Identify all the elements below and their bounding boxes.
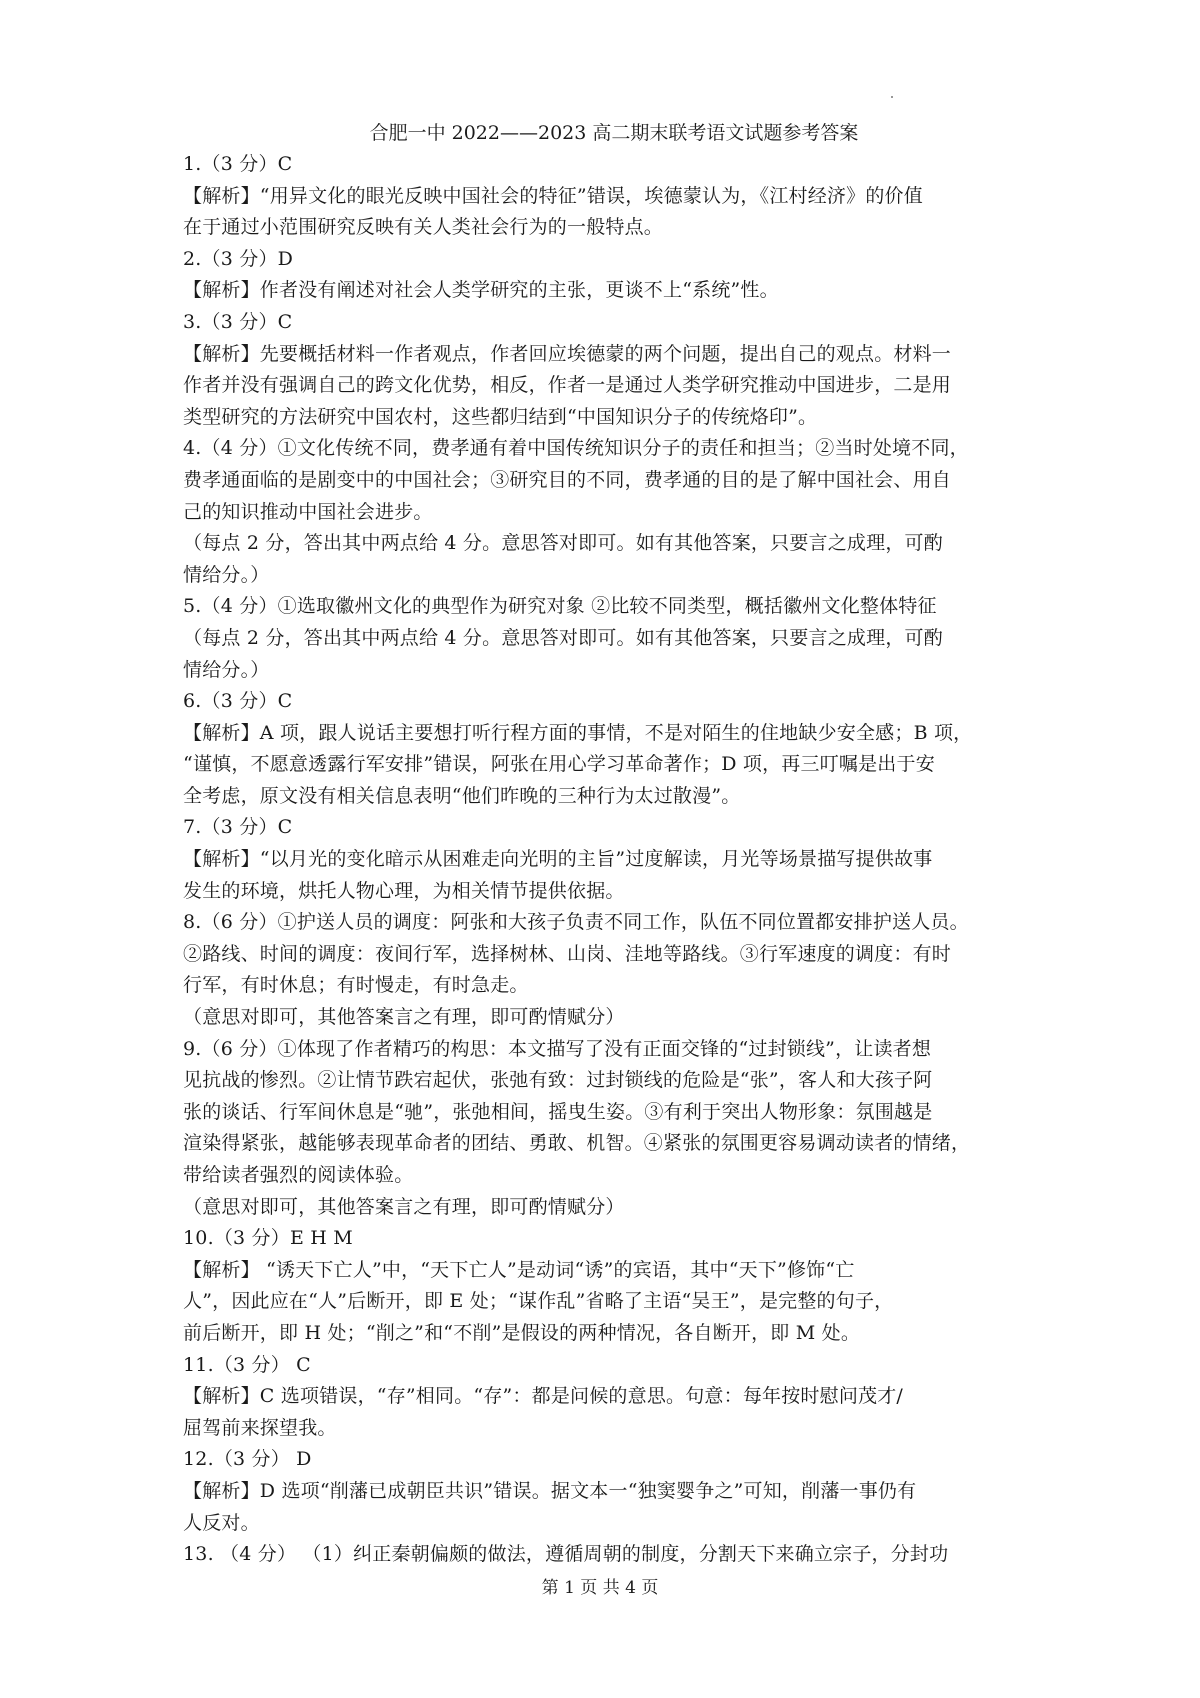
answer-line: 5.（4 分）①选取徽州文化的典型作为研究对象 ②比较不同类型，概括徽州文化整体特征 — [183, 595, 937, 618]
answer-line: 带给读者强烈的阅读体验。 — [183, 1164, 414, 1186]
answer-line: 12.（3 分） D — [183, 1448, 312, 1471]
scan-dot — [891, 96, 893, 98]
answer-line: 10.（3 分）E H M — [183, 1227, 353, 1250]
answer-line: 【解析】D 选项“削藩已成朝臣共识”错误。据文本一“独窦婴争之”可知，削藩一事仍有 — [183, 1479, 917, 1502]
answer-line: 行军，有时休息；有时慢走，有时急走。 — [183, 974, 529, 997]
answer-line: 在于通过小范围研究反映有关人类社会行为的一般特点。 — [183, 216, 664, 239]
answer-line: 【解析】C 选项错误，“存”相同。“存”：都是问候的意思。句意：每年按时慰问茂才/ — [183, 1385, 904, 1408]
answer-line: 情给分。） — [183, 563, 270, 586]
answer-line: 【解析】作者没有阐述对社会人类学研究的主张，更谈不上“系统”性。 — [183, 279, 779, 302]
answer-line: 1.（3 分）C — [183, 153, 293, 175]
answer-line: （意思对即可，其他答案言之有理，即可酌情赋分） — [183, 1006, 625, 1029]
page-title: 合肥一中 2022——2023 高二期末联考语文试题参考答案 — [369, 122, 859, 144]
answer-line: 2.（3 分）D — [183, 247, 294, 270]
answer-line: 作者并没有强调自己的跨文化优势，相反，作者一是通过人类学研究推动中国进步，二是用 — [183, 374, 952, 397]
answer-line: 【解析】A 项，跟人说话主要想打听行程方面的事情，不是对陌生的住地缺少安全感；B 项， — [183, 721, 973, 744]
answer-line: 类型研究的方法研究中国农村，这些都归结到“中国知识分子的传统烙印”。 — [183, 405, 818, 428]
answer-line: 人反对。 — [183, 1511, 260, 1534]
page-footer: 第 1 页 共 4 页 — [541, 1578, 659, 1598]
document-page — [183, 118, 1025, 1571]
answer-line: “谨慎，不愿意透露行军安排”错误，阿张在用心学习革命著作；D 项，再三叮嘱是出于安 — [183, 753, 935, 776]
answer-line: 【解析】“以月光的变化暗示从困难走向光明的主旨”过度解读，月光等场景描写提供故事 — [183, 848, 933, 871]
answer-line: 3.（3 分）C — [183, 310, 293, 333]
answer-line: 费孝通面临的是剧变中的中国社会；③研究目的不同，费孝通的目的是了解中国社会、用自 — [183, 468, 952, 491]
answer-line: 【解析】先要概括材料一作者观点，作者回应埃德蒙的两个问题，提出自己的观点。材料一 — [183, 342, 952, 365]
answer-line: 全考虑，原文没有相关信息表明“他们昨晚的三种行为太过散漫”。 — [183, 784, 741, 807]
answer-line: 4.（4 分）①文化传统不同，费孝通有着中国传统知识分子的责任和担当；②当时处境不同， — [183, 437, 969, 460]
answer-line: 【解析】“用异文化的眼光反映中国社会的特征”错误，埃德蒙认为，《江村经济》的价值 — [183, 184, 923, 207]
answer-line: 己的知识推动中国社会进步。 — [183, 500, 433, 523]
answer-line: 前后断开，即 H 处；“削之”和“不削”是假设的两种情况，各自断开，即 M 处。 — [183, 1321, 861, 1344]
answer-line: （每点 2 分，答出其中两点给 4 分。意思答对即可。如有其他答案，只要言之成理，可酌 — [183, 626, 943, 649]
answer-line: 见抗战的惨烈。②让情节跌宕起伏，张弛有致：过封锁线的危险是“张”，客人和大孩子阿 — [183, 1069, 933, 1092]
answer-line: 9.（6 分）①体现了作者精巧的构思：本文描写了没有正面交锋的“过封锁线”，让读者想 — [183, 1037, 932, 1060]
answer-line: ②路线、时间的调度：夜间行军，选择树林、山岗、洼地等路线。③行军速度的调度：有时 — [183, 942, 952, 965]
answer-line: 渲染得紧张，越能够表现革命者的团结、勇敢、机智。④紧张的氛围更容易调动读者的情绪， — [183, 1132, 971, 1155]
answer-line: （每点 2 分，答出其中两点给 4 分。意思答对即可。如有其他答案，只要言之成理，可酌 — [183, 532, 943, 555]
answer-line: 6.（3 分）C — [183, 690, 293, 713]
answer-line: 13. （4 分） （1）纠正秦朝偏颇的做法，遵循周朝的制度，分割天下来确立宗子，分封功 — [183, 1543, 949, 1566]
answer-line: 【解析】 “诱天下亡人”中，“天下亡人”是动词“诱”的宾语，其中“天下”修饰“亡 — [183, 1258, 855, 1281]
answer-line: 屈驾前来探望我。 — [183, 1416, 337, 1439]
answer-line: 情给分。） — [183, 658, 270, 681]
answer-body — [183, 149, 1025, 1571]
answer-line: （意思对即可，其他答案言之有理，即可酌情赋分） — [183, 1195, 625, 1218]
answer-line: 11.（3 分） C — [183, 1353, 311, 1376]
answer-line: 8.（6 分）①护送人员的调度：阿张和大孩子负责不同工作，队伍不同位置都安排护送人员。 — [183, 911, 969, 934]
answer-line: 人”，因此应在“人”后断开，即 E 处；“谋作乱”省略了主语“吴王”，是完整的句子， — [183, 1290, 894, 1313]
answer-line: 张的谈话、行军间休息是“驰”，张弛相间，摇曳生姿。③有利于突出人物形象：氛围越是 — [183, 1100, 933, 1123]
answer-line: 7.（3 分）C — [183, 816, 293, 839]
answer-line: 发生的环境，烘托人物心理，为相关情节提供依据。 — [183, 879, 625, 902]
